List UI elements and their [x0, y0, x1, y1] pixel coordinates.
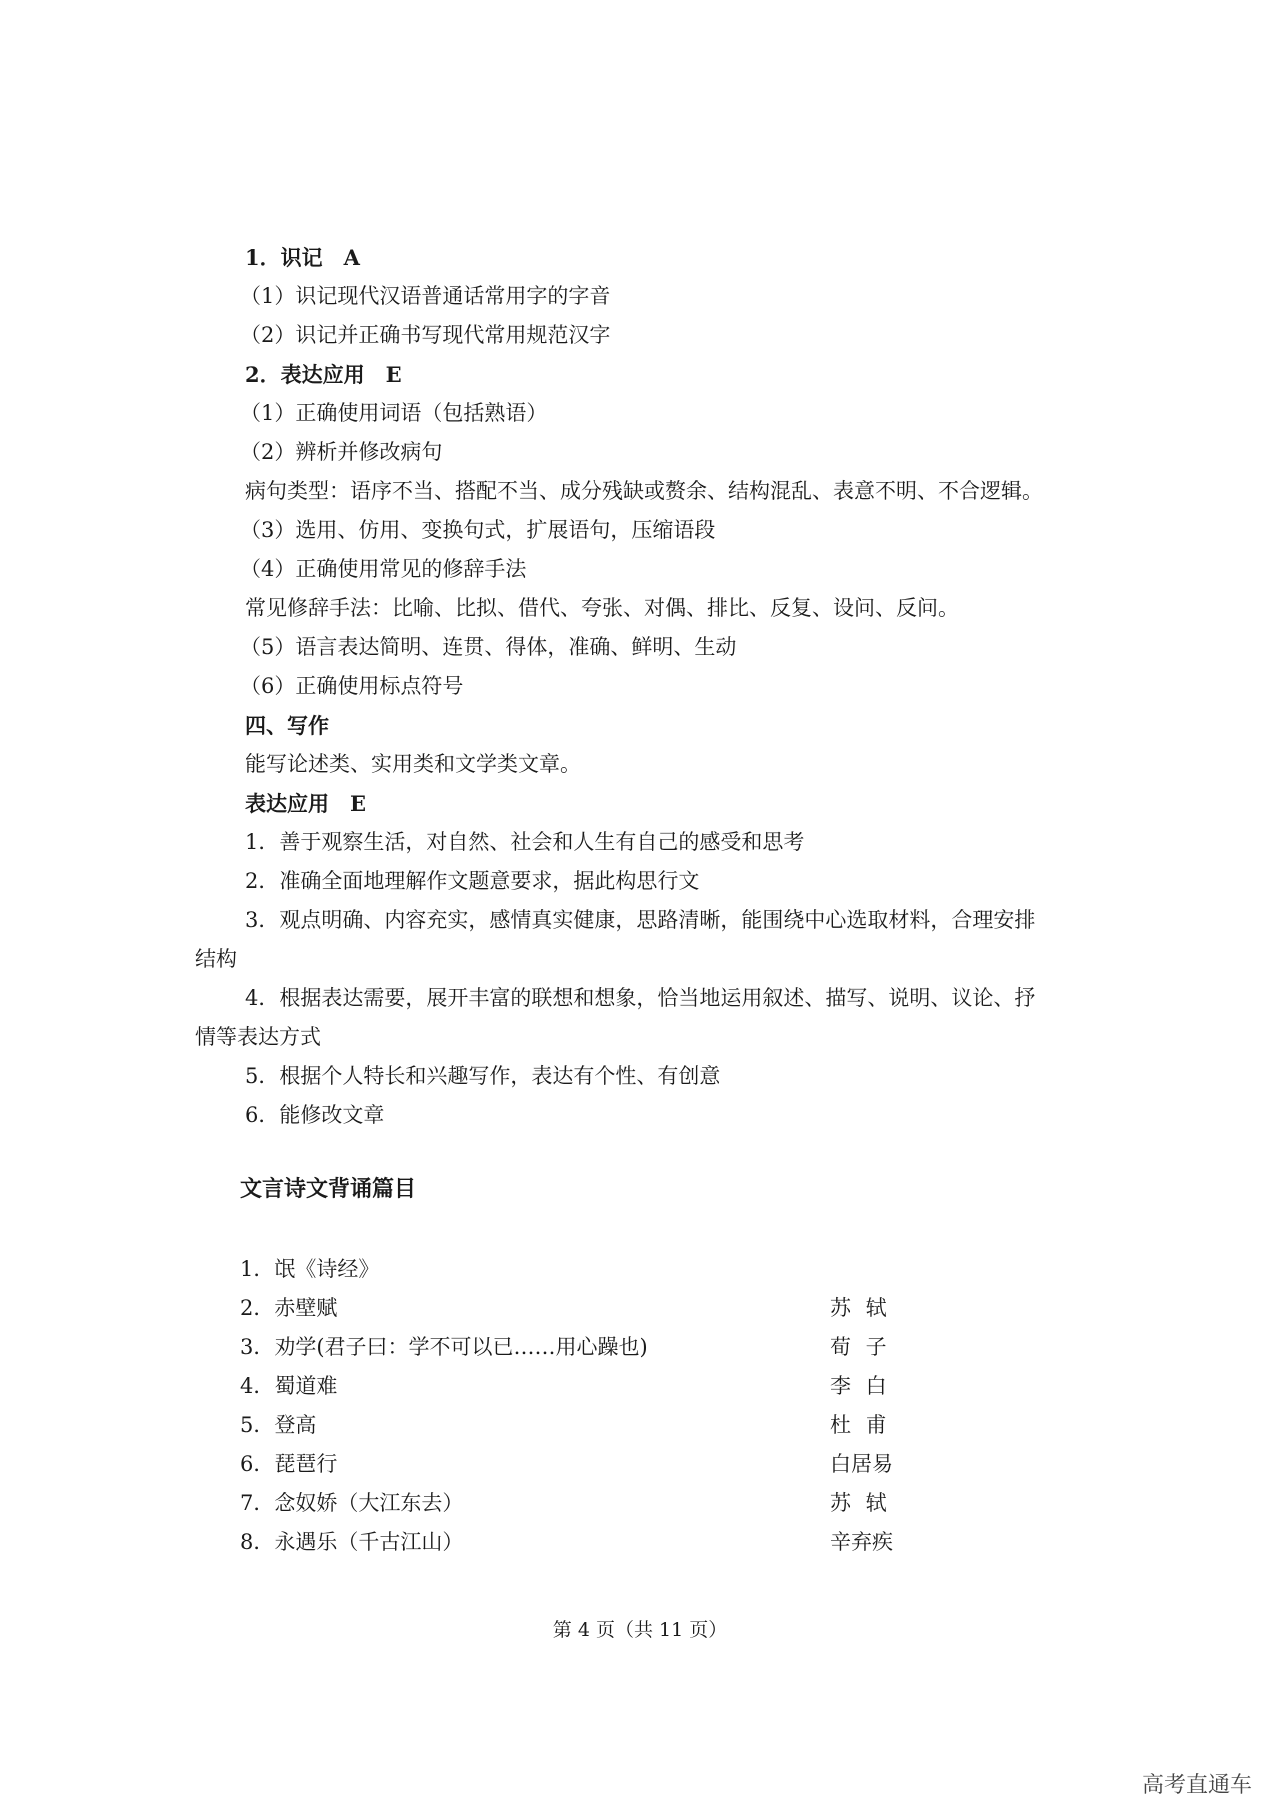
poem-author: 辛弃疾: [830, 1530, 893, 1554]
text-line: （6）正确使用标点符号: [240, 674, 464, 698]
document-body: [195, 238, 1095, 1135]
text-line: 能写论述类、实用类和文学类文章。: [245, 752, 581, 776]
text-line: 5．根据个人特长和兴趣写作，表达有个性、有创意: [245, 1064, 721, 1088]
text-line: 4．根据表达需要，展开丰富的联想和想象，恰当地运用叙述、描写、说明、议论、抒: [245, 986, 1036, 1010]
text-line: 常见修辞手法：比喻、比拟、借代、夸张、对偶、排比、反复、设问、反问。: [245, 596, 959, 620]
page-footer: 第 4 页（共 11 页）: [552, 1619, 728, 1641]
poem-row: [240, 1328, 940, 1367]
poem-row: [240, 1406, 940, 1445]
text-line: 四、写作: [245, 713, 329, 738]
poem-row: [240, 1250, 940, 1289]
text-line: 3．观点明确、内容充实，感情真实健康，思路清晰，能围绕中心选取材料，合理安排: [245, 908, 1036, 932]
text-line: （1）识记现代汉语普通话常用字的字音: [240, 284, 611, 308]
text-line: （4）正确使用常见的修辞手法: [240, 557, 527, 581]
poem-author: 白居易: [830, 1452, 893, 1476]
poem-list: [240, 1250, 940, 1562]
poem-row: [240, 1445, 940, 1484]
text-line: 1．善于观察生活，对自然、社会和人生有自己的感受和思考: [245, 830, 805, 854]
text-line: 6．能修改文章: [245, 1103, 385, 1127]
poem-row: [240, 1484, 940, 1523]
text-line: 2．表达应用 E: [245, 362, 402, 387]
poem-title: 3．劝学(君子曰：学不可以已……用心躁也): [240, 1335, 648, 1359]
poem-title: 7．念奴娇（大江东去）: [240, 1491, 464, 1515]
poem-row: [240, 1523, 940, 1562]
poem-row: [240, 1367, 940, 1406]
poem-title: 6．琵琶行: [240, 1452, 338, 1476]
watermark-logo: 高考直通车: [1141, 1773, 1252, 1798]
poem-title: 5．登高: [240, 1413, 317, 1437]
poem-author: 苏 轼: [830, 1491, 891, 1515]
text-line: （5）语言表达简明、连贯、得体，准确、鲜明、生动: [240, 635, 737, 659]
poem-title: 8．永遇乐（千古江山）: [240, 1530, 464, 1554]
text-line: （2）识记并正确书写现代常用规范汉字: [240, 323, 611, 347]
text-line: （3）选用、仿用、变换句式，扩展语句，压缩语段: [240, 518, 716, 542]
poem-author: 苏 轼: [830, 1296, 891, 1320]
text-line: 情等表达方式: [195, 1025, 321, 1049]
poem-title: 4．蜀道难: [240, 1374, 338, 1398]
text-line: 结构: [195, 947, 237, 971]
text-line: （2）辨析并修改病句: [240, 440, 443, 464]
poem-row: [240, 1289, 940, 1328]
text-line: 表达应用 E: [245, 791, 367, 816]
section-title: 文言诗文背诵篇目: [240, 1176, 417, 1202]
text-line: （1）正确使用词语（包括熟语）: [240, 401, 548, 425]
text-line: 病句类型：语序不当、搭配不当、成分残缺或赘余、结构混乱、表意不明、不合逻辑。: [245, 479, 1043, 503]
poem-author: 李 白: [830, 1374, 891, 1398]
poem-author: 杜 甫: [830, 1413, 891, 1437]
poem-title: 2．赤壁赋: [240, 1296, 338, 1320]
text-line: 1．识记 A: [245, 245, 360, 270]
poem-author: 荀 子: [830, 1335, 891, 1359]
poem-title: 1．氓《诗经》: [240, 1257, 380, 1281]
text-line: 2．准确全面地理解作文题意要求，据此构思行文: [245, 869, 700, 893]
